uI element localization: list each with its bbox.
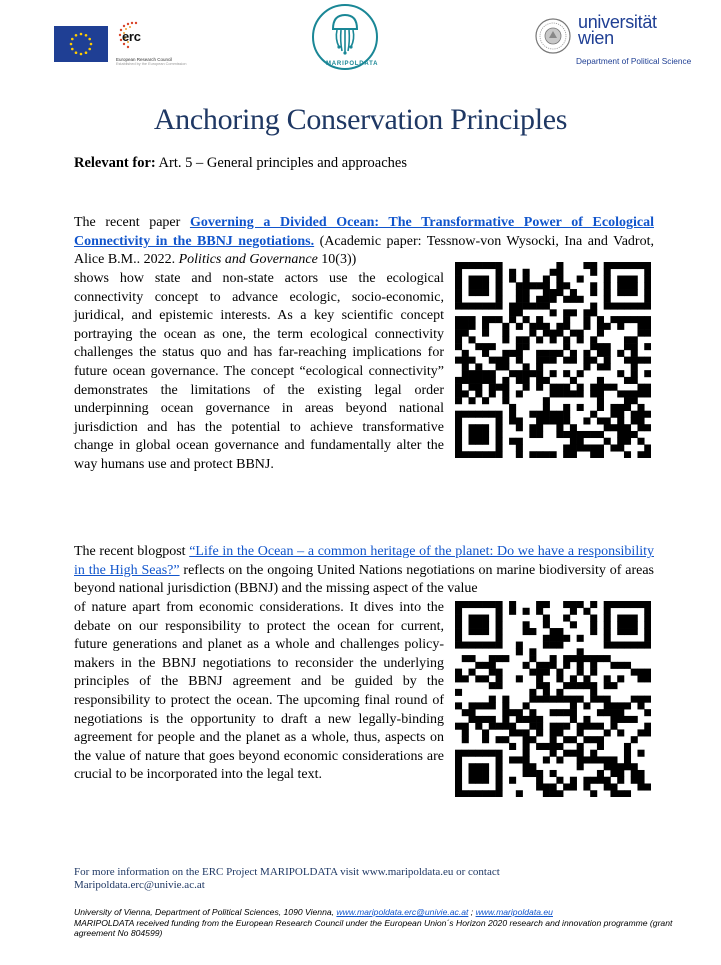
erc-logo-text: erc — [122, 29, 141, 44]
more-info-line2: Maripoldata.erc@univie.ac.at — [74, 879, 205, 891]
article2-intro-paragraph — [74, 543, 654, 599]
more-info-line1: For more information on the ERC Project MARIPOLDATA visit www.maripoldata.eu or contact — [74, 866, 500, 878]
footer-address-line — [74, 907, 674, 918]
eu-flag-logo — [54, 26, 108, 62]
page-title: Anchoring Conservation Principles — [153, 103, 568, 136]
article2-blogpost-link[interactable]: “Life in the Ocean – a common heritage of the planet: Do we have a responsibility in the High Seas?” — [74, 544, 654, 578]
footer-separator: ; — [468, 907, 476, 917]
university-name-line1: universität — [578, 12, 657, 32]
more-information — [74, 866, 634, 892]
university-name-line2: wien — [578, 28, 614, 48]
article1-qr-code[interactable] — [455, 262, 651, 458]
footer-email-link[interactable]: www.maripoldata.erc@univie.ac.at — [336, 907, 469, 917]
article1-intro: The recent paper — [74, 215, 190, 230]
erc-subtitle: European Research Council — [116, 57, 173, 62]
article2-intro: The recent blogpost — [74, 544, 190, 559]
footer-address: University of Vienna, Department of Political Sciences, 1090 Vienna, — [74, 907, 337, 917]
relevant-label: Relevant for: — [74, 155, 156, 171]
relevant-for-line — [74, 155, 407, 172]
article1-paper-link[interactable]: Governing a Divided Ocean: The Transformative Power of Ecological Connectivity in the BBNJ negotiations. — [74, 215, 654, 249]
article1-journal: Politics and Governance — [178, 252, 318, 268]
erc-subtitle-small: Established by the European Commission — [116, 62, 187, 66]
footer-text — [74, 907, 674, 939]
article1-citation-b: 10(3)) — [317, 252, 357, 268]
article2-body: of nature apart from economic considerations. It dives into the debate on our responsibility to protect the ocean for current, future generations and planet as a whole and challenges policy-makers in the BBNJ negotiations to reconsider the underlying principles of the BBNJ agreement and be guided by the responsibility to protect the ocean. The upcoming final round of negotiations is the opportunity to draft a new legally-binding agreement for people and the planet as a whole, thus, aspects on the value of nature that goes beyond economic considerations are crucial to be incorporated into the legal text. — [74, 600, 444, 783]
department-name: Department of Political Science — [576, 56, 692, 66]
university-name — [578, 14, 657, 46]
article2-qr-code[interactable] — [455, 601, 651, 797]
article1-body: shows how state and non-state actors use the ecological connectivity concept to advance ecologic, socio-economic, juridical, and epistemic interests. As a key scientific concept portraying the ocean as one, the term ecological connectivity challenges the status quo and has far-reaching implications for future ocean governance. The concept “ecological connectivity” demonstrates the limitations of the existing legal order underpinning ocean governance in areas beyond national jurisdiction and has the potential to achieve transformative change in global ocean governance and fundamentally alter the way humans use and protect BBNJ. — [74, 271, 444, 472]
footer-web-link[interactable]: www.maripoldata.eu — [475, 907, 553, 917]
footer-funding: MARIPOLDATA received funding from the European Research Council under the European Union´s Horizon 2020 research and innovation programme (grant agreement No 804599) — [74, 917, 673, 939]
university-seal-icon — [535, 18, 571, 54]
relevant-text: Art. 5 – General principles and approaches — [155, 155, 407, 171]
maripoldata-logo-text: MARIPOLDATA — [326, 61, 379, 67]
article2-rest: reflects on the ongoing United Nations negotiations on marine biodiversity of areas beyond national jurisdiction (BBNJ) and the missing aspect of the value — [74, 562, 654, 597]
article1-citation-a: (Academic paper: Tessnow-von Wysocki, Ina and Vadrot, Alice B.M.. 2022. — [74, 233, 654, 268]
